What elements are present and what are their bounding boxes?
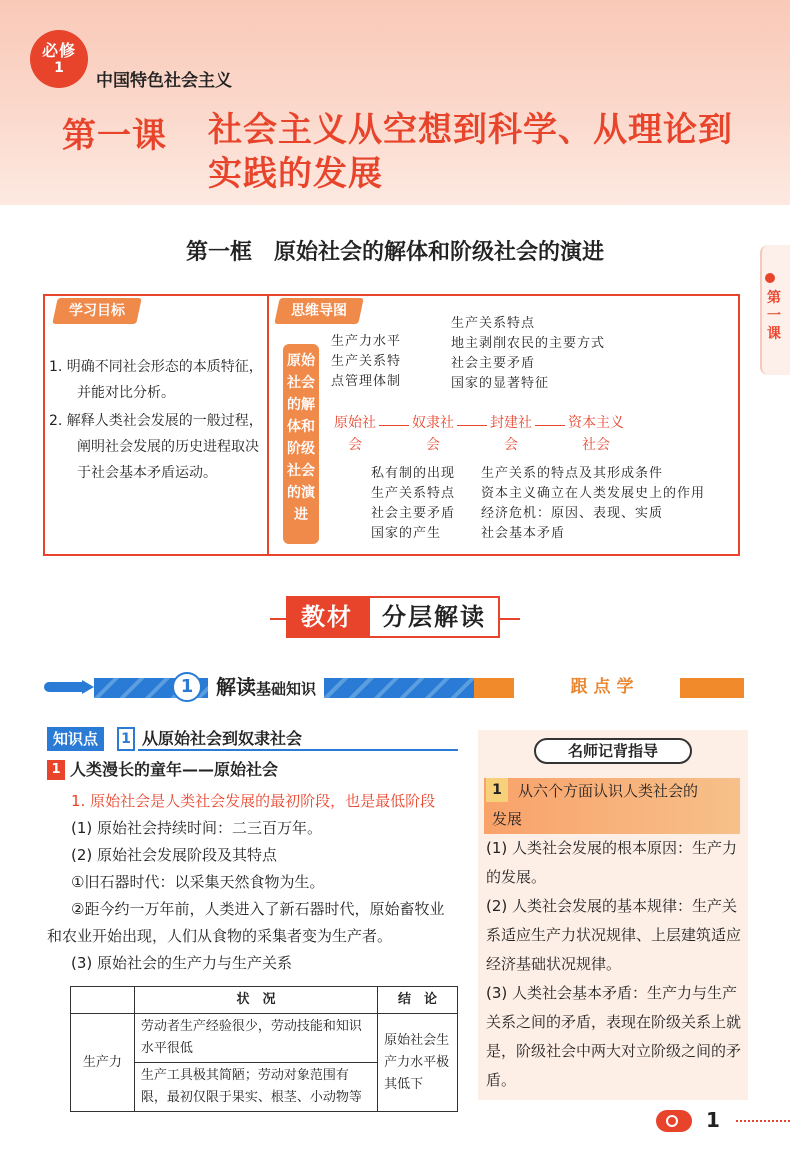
tips-item: (3) 人类社会基本矛盾：生产力与生产关系之间的矛盾，表现在阶级关系上就是，阶级社会中两大对立阶级之间的矛盾。 (486, 984, 742, 1089)
stage-connector (535, 425, 565, 426)
table-header: 状 况 (134, 987, 377, 1014)
pen-icon (44, 682, 84, 692)
mind-map-tag: 思维导图 (274, 298, 364, 324)
tips-item: (2) 人类社会发展的基本规律：生产关系适应生产力状况规律、上层建筑适应经济基础状况规律。 (486, 897, 742, 973)
lesson-title: 社会主义从空想到科学、从理论到实践的发展 (208, 110, 733, 194)
lesson-label: 第一课 (62, 116, 167, 156)
table-header: 结 论 (378, 987, 458, 1014)
key-point-line: 1. 原始社会是人类社会发展的最初阶段，也是最低阶段 (71, 792, 436, 810)
goal-item: 1. 明确不同社会形态的本质特征，并能对比分析。 (49, 359, 263, 401)
badge-number: 1 (54, 60, 64, 76)
mind-map-top-right: 生产关系特点 地主剥削农民的主要方式 社会主要矛盾 国家的显著特征 (451, 316, 606, 391)
knowledge-point-title: 从原始社会到奴隶社会 (138, 727, 458, 751)
tips-item: (1) 人类社会发展的根本原因：生产力的发展。 (486, 839, 738, 886)
body-paragraph: ②距今约一万年前，人类进入了新石器时代，原始畜牧业和农业开始出现，人们从食物的采集者变为生产者。 (47, 900, 445, 945)
body-line: (3) 原始社会的生产力与生产关系 (71, 954, 293, 972)
pen-tip-icon (82, 680, 94, 694)
tips-subtitle: 从六个方面认识人类社会的 (484, 778, 740, 804)
stripe-decoration (474, 678, 514, 698)
side-tab[interactable] (760, 245, 790, 375)
tips-heading: 名师记背指导 (534, 738, 692, 764)
table-header (71, 987, 135, 1014)
badge-label: 必修 (41, 41, 76, 60)
page-marker-icon (656, 1110, 692, 1132)
learning-goals-tag: 学习目标 (52, 298, 142, 324)
stripe-decoration (680, 678, 744, 698)
stage-primitive: 原始社会 (334, 415, 376, 453)
stage-connector (457, 425, 487, 426)
strip-number: 1 (172, 672, 202, 702)
teacher-tips-box (478, 730, 748, 1100)
knowledge-point-number: 1 (117, 727, 135, 751)
page-number: 1 (706, 1108, 720, 1132)
section-title: 第一框 原始社会的解体和阶级社会的演进 (185, 240, 604, 265)
stage-slave: 奴隶社会 (412, 415, 454, 453)
table-conclusion: 原始社会生产力水平极其低下 (378, 1014, 458, 1112)
table-cell: 劳动者生产经验很少，劳动技能和知识水平很低 (134, 1014, 377, 1063)
stage-capitalist: 资本主义社会 (568, 415, 624, 453)
basics-strip (44, 672, 744, 702)
table-cell: 生产工具极其简陋；劳动对象范围有限，最初仅限于果实、根茎、小动物等 (134, 1063, 377, 1112)
tips-number: 1 (486, 778, 508, 802)
subsection-title: 人类漫长的童年——原始社会 (70, 760, 279, 779)
banner-layered: 分层解读 (368, 596, 500, 638)
knowledge-point-tag: 知识点 (47, 727, 104, 751)
strip-title: 解读基础知识 (208, 672, 324, 702)
compulsory-badge (30, 30, 88, 88)
goal-item: 2. 解释人类社会发展的一般过程，阐明社会发展的历史进程取决于社会基本矛盾运动。 (49, 413, 263, 481)
dotted-line (736, 1120, 790, 1122)
body-line: (1) 原始社会持续时间：二三百万年。 (71, 819, 323, 837)
follow-point-label: 跟点学 (540, 672, 670, 702)
mind-map-bottom-left: 私有制的出现 生产关系特点 社会主要矛盾 国家的产生 (371, 466, 456, 541)
overview-box (43, 294, 740, 556)
banner-textbook: 教材 (286, 596, 368, 638)
body-line: ①旧石器时代：以采集天然食物为生。 (71, 873, 325, 891)
divider (267, 296, 269, 554)
tips-subtitle-cont: 发展 (484, 804, 740, 834)
knowledge-body (47, 788, 459, 977)
bullet-icon (765, 273, 775, 283)
table-row-label: 生产力 (71, 1014, 135, 1112)
productivity-table (70, 986, 458, 1112)
learning-goals-list (49, 354, 263, 488)
mind-map-side-label: 原始社会的解体和阶级社会的演进 (283, 344, 319, 544)
subsection-number: 1 (47, 760, 65, 780)
mind-map-bottom-right: 生产关系的特点及其形成条件 资本主义确立在人类发展史上的作用 经济危机：原因、表现、实质 社会基本矛盾 (481, 466, 706, 541)
side-tab-label: 第一课 (767, 290, 781, 342)
mind-map-top-left: 生产力水平 生产关系特 点管理体制 (331, 334, 402, 389)
book-name: 中国特色社会主义 (96, 71, 232, 91)
lesson-header (0, 0, 790, 205)
tips-list (486, 834, 742, 1095)
body-line: (2) 原始社会发展阶段及其特点 (71, 846, 278, 864)
stage-connector (379, 425, 409, 426)
stage-feudal: 封建社会 (490, 415, 532, 453)
